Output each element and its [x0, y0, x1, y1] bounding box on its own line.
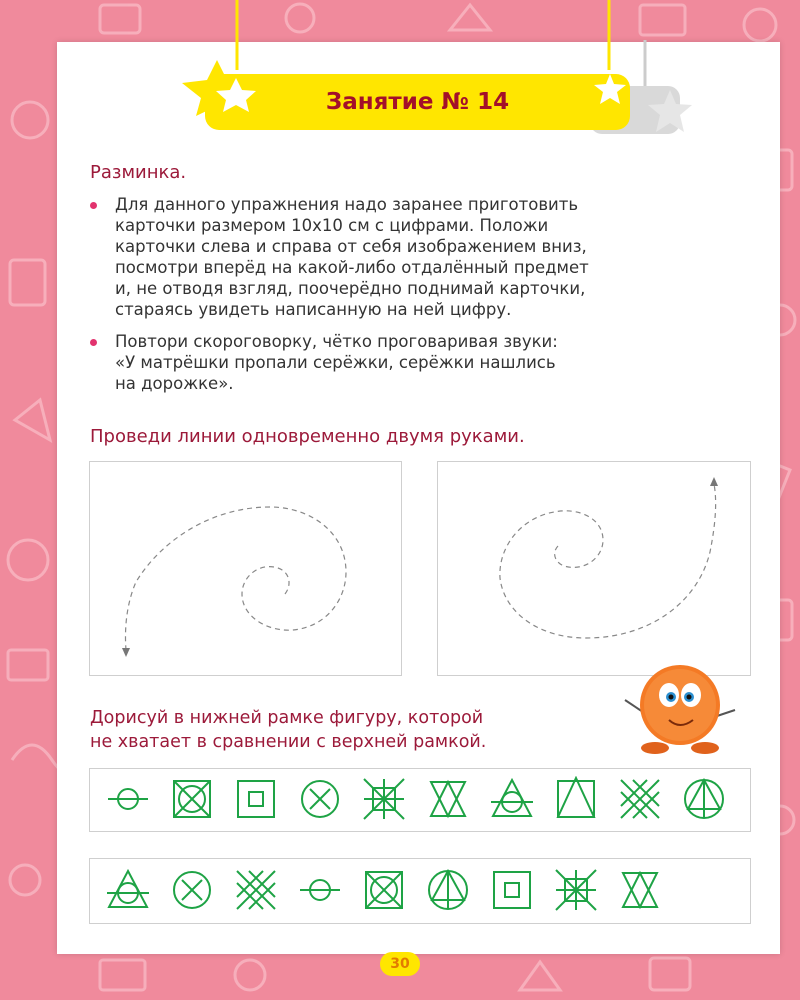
figure-hourglass-icon: [617, 867, 663, 917]
task2-heading: [90, 706, 610, 754]
figure-double-x-icon: [617, 776, 663, 826]
figure-circle-triangle-icon: [425, 867, 471, 917]
figure-square-square-icon: [233, 776, 279, 826]
spiral-panel-right[interactable]: [437, 461, 751, 676]
warmup-item: [90, 331, 730, 394]
bullet-icon: [90, 202, 97, 209]
figure-double-x-icon: [233, 867, 279, 917]
figure-circle-line-icon: [297, 867, 343, 917]
figure-circle-x-icon: [169, 867, 215, 917]
task2-line2: не хватает в сравнении с верхней рамкой.: [90, 732, 487, 752]
orange-fluffy-ball-icon: [605, 650, 755, 760]
task1-heading: Проведи линии одновременно двумя руками.: [90, 426, 525, 447]
warmup-item: [90, 194, 730, 320]
figure-triangle-circle-line-icon: [489, 776, 535, 826]
warmup-item-text: Повтори скороговорку, чётко проговаривая звуки: «У матрёшки пропали серёжки, серёжки нашлись на дорожке».: [115, 332, 558, 393]
spiral-left-path: [90, 462, 401, 675]
figure-square-square-icon: [489, 867, 535, 917]
figure-circle-triangle-icon: [681, 776, 727, 826]
figure-grid-x-icon: [553, 867, 599, 917]
figure-square-circle-x-icon: [361, 867, 407, 917]
bullet-icon: [90, 339, 97, 346]
spiral-right-path: [438, 462, 750, 675]
figure-square-circle-x-icon: [169, 776, 215, 826]
figure-grid-x-icon: [361, 776, 407, 826]
warmup-heading: Разминка.: [90, 162, 187, 183]
figure-circle-x-icon: [297, 776, 343, 826]
task2-line1: Дорисуй в нижней рамке фигуру, которой: [90, 708, 484, 728]
star-icon: [640, 88, 700, 138]
spiral-panel-left[interactable]: [89, 461, 402, 676]
figure-square-triangle-icon: [553, 776, 599, 826]
figure-hourglass-icon: [425, 776, 471, 826]
star-icon: [590, 72, 630, 106]
page-number: 30: [380, 952, 420, 976]
figure-triangle-circle-line-icon: [105, 867, 151, 917]
warmup-item-text: Для данного упражнения надо заранее приготовить карточки размером 10х10 см с цифрами. Положи карточки слева и справа от себя изображением вниз, посмотри вперёд на какой-либо отдалённый предмет и, не отводя взгляд, поочерёдно поднимай карточки, стараясь увидеть написанную на ней цифру.: [115, 195, 589, 319]
star-icon: [176, 58, 258, 118]
lesson-title: Занятие № 14: [325, 89, 510, 115]
figure-circle-line-icon: [105, 776, 151, 826]
